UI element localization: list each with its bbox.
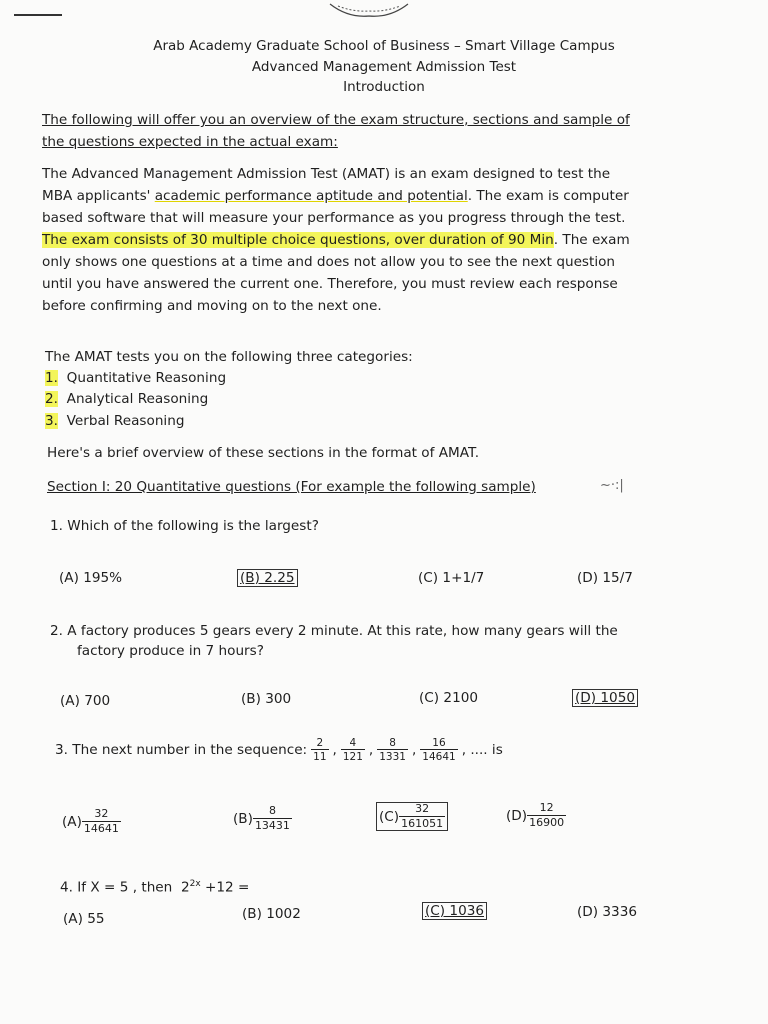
- q3-option-a: [62, 808, 121, 835]
- question-1: 1. Which of the following is the largest?: [50, 518, 319, 534]
- category-number: 2.: [45, 391, 58, 407]
- q1-option-b-selected: (B) 2.25: [237, 569, 298, 587]
- question-3-text: 3. The next number in the sequence:: [55, 742, 308, 759]
- q4-option-a: (A) 55: [63, 911, 105, 927]
- question-4-suffix: +12 =: [205, 879, 250, 896]
- scan-scribble-mark: ~·:|: [600, 478, 624, 493]
- paragraph-text: . The exam: [553, 232, 630, 248]
- question-4-text: 4. If X = 5 , then: [60, 879, 173, 896]
- q3-option-d: [506, 802, 566, 829]
- sequence-comma: ,: [411, 742, 417, 759]
- q4-option-d: (D) 3336: [577, 904, 637, 920]
- paragraph-line: only shows one questions at a time and does not allow you to see the next question: [42, 254, 616, 270]
- q3-option-c-selected: [376, 802, 448, 831]
- paragraph-line: until you have answered the current one. Therefore, you must review each response: [42, 276, 618, 292]
- option-label: (C): [379, 808, 400, 825]
- option-label: (A): [62, 813, 82, 830]
- seal-logo: [328, 0, 410, 20]
- category-item: [45, 413, 184, 429]
- q1-option-a: (A) 195%: [59, 570, 123, 586]
- intro-heading-line1: The following will offer you an overview of the exam structure, sections and sample of: [42, 112, 630, 128]
- category-number: 3.: [45, 413, 58, 429]
- sequence-comma: ,: [332, 742, 337, 759]
- question-3: [55, 737, 503, 763]
- category-label: Quantitative Reasoning: [66, 370, 227, 386]
- sequence-tail: , .... is: [461, 742, 503, 759]
- sequence-term: $\frac{2}{11}$: [313, 737, 327, 764]
- paragraph-line: [42, 188, 629, 204]
- power-base: 2: [180, 879, 190, 896]
- paragraph-text: . The exam is computer: [467, 188, 629, 204]
- category-number: 1.: [45, 370, 58, 386]
- category-label: Verbal Reasoning: [66, 413, 185, 429]
- option-label: (D): [506, 807, 528, 824]
- q2-option-b: (B) 300: [241, 691, 292, 707]
- overview-text: Here's a brief overview of these sections in the format of AMAT.: [47, 445, 480, 461]
- q2-option-a: (A) 700: [60, 693, 111, 709]
- paragraph-line: based software that will measure your performance as you progress through the test.: [42, 210, 626, 226]
- question-4: [60, 879, 249, 896]
- intro-heading-line2: the questions expected in the actual exam:: [42, 134, 338, 150]
- option-fraction: $\frac{12}{16900}$: [529, 801, 565, 829]
- section1-title: Section I: 20 Quantitative questions (For example the following sample): [47, 479, 536, 495]
- option-fraction: $\frac{8}{13431}$: [254, 804, 290, 832]
- category-item: [45, 391, 208, 407]
- question-2-cont: factory produce in 7 hours?: [77, 643, 264, 659]
- header-title: Arab Academy Graduate School of Business – Smart Village Campus: [153, 38, 615, 54]
- highlighted-phrase: The exam consists of 30 multiple choice questions, over duration of 90 Min: [42, 232, 554, 248]
- paragraph-line: [42, 232, 630, 248]
- paragraph-line: before confirming and moving on to the next one.: [42, 298, 382, 314]
- paragraph-line: The Advanced Management Admission Test (AMAT) is an exam designed to test the: [42, 166, 611, 182]
- q4-option-c-selected: (C) 1036: [422, 902, 487, 920]
- categories-intro: The AMAT tests you on the following three categories:: [45, 349, 413, 365]
- power-exponent: 2x: [189, 879, 201, 889]
- q4-option-b: (B) 1002: [242, 906, 301, 922]
- category-item: [45, 370, 226, 386]
- q2-option-c: (C) 2100: [419, 690, 479, 706]
- category-label: Analytical Reasoning: [66, 391, 209, 407]
- header-section: Introduction: [343, 79, 425, 95]
- option-fraction: $\frac{32}{14641}$: [83, 807, 119, 835]
- q1-option-d: (D) 15/7: [577, 570, 633, 586]
- q3-option-b: [233, 805, 292, 832]
- q2-option-d-selected: (D) 1050: [572, 689, 638, 707]
- sequence-term: $\frac{4}{121}$: [342, 737, 363, 764]
- option-fraction: $\frac{32}{161051}$: [401, 802, 444, 830]
- scan-dash-mark: [14, 14, 62, 16]
- q1-option-c: (C) 1+1/7: [418, 570, 485, 586]
- option-label: (B): [233, 810, 253, 827]
- sequence-comma: ,: [368, 742, 374, 759]
- header-subtitle: Advanced Management Admission Test: [251, 59, 517, 75]
- paragraph-text: MBA applicants': [42, 188, 155, 204]
- underlined-phrase: academic performance aptitude and potential: [154, 188, 468, 204]
- question-2: 2. A factory produces 5 gears every 2 minute. At this rate, how many gears will the: [50, 623, 618, 639]
- sequence-term: $\frac{8}{1331}$: [379, 737, 406, 764]
- sequence-term: $\frac{16}{14641}$: [422, 737, 456, 764]
